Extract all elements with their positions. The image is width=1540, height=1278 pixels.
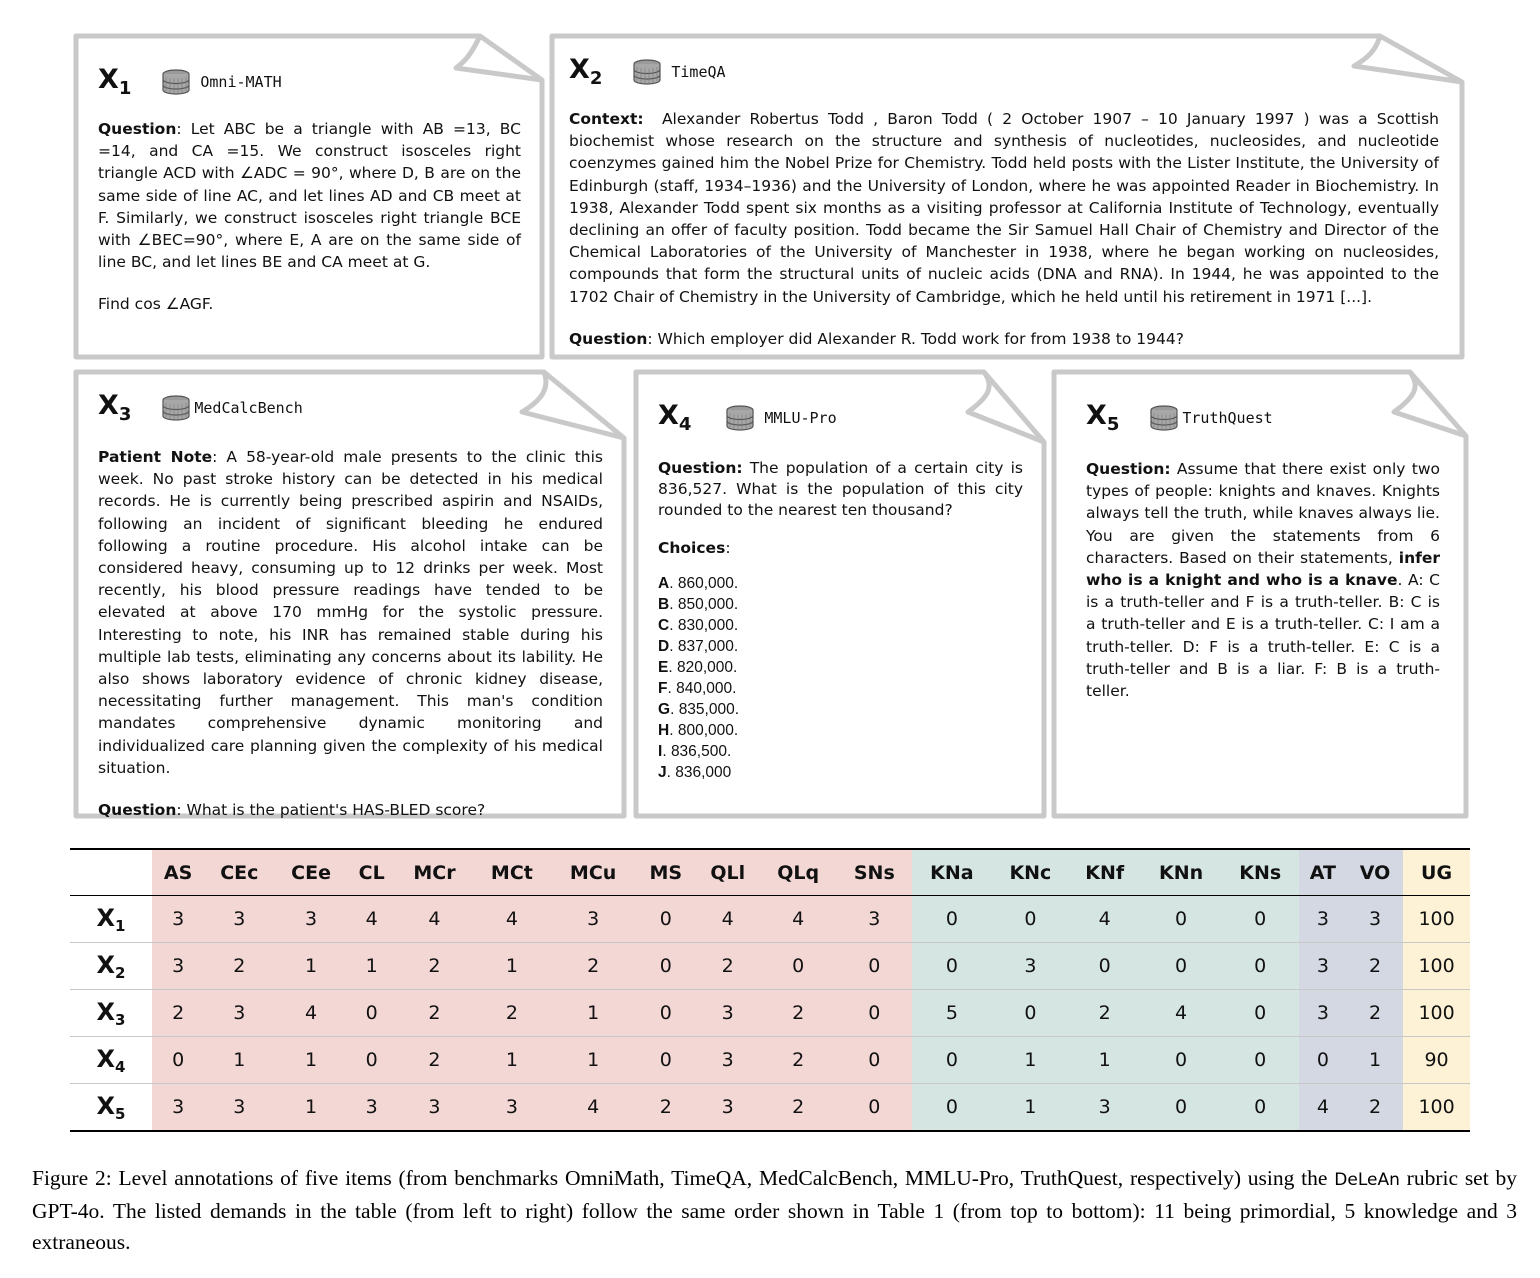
table-cell: 0 (912, 1037, 992, 1084)
choice-item: A. 860,000. (658, 575, 739, 593)
column-header-cl: CL (348, 849, 396, 896)
table-cell: 0 (636, 990, 696, 1037)
table-cell: 1 (992, 1037, 1069, 1084)
table-cell: 1 (473, 943, 550, 990)
question-text: Question: Let ABC be a triangle with AB =13, BC =14, and CA =15. We construct isosceles right triangle ACD with ∠ADC = 90°, where D, B are on the same side of line AC, and let lines AD and CB meet at F. Similarly, we construct isosceles right triangle BCE with ∠BEC=90°, where E, A are on the same side of line BC, and let lines BE and CA meet at G. (98, 120, 521, 272)
corner-cell (70, 849, 152, 896)
column-header-cec: CEc (204, 849, 274, 896)
table-cell: 100 (1403, 896, 1470, 943)
choice-item: D. 837,000. (658, 638, 739, 656)
table-cell: 100 (1403, 1084, 1470, 1132)
item-label: $X_5$ (1086, 400, 1119, 435)
column-header-knn: KNn (1140, 849, 1221, 896)
table-cell: 0 (1222, 1037, 1299, 1084)
table-cell: 0 (1222, 1084, 1299, 1132)
table-cell: 1 (274, 1084, 347, 1132)
table-row (70, 990, 1470, 1037)
column-header-at: AT (1299, 849, 1347, 896)
table-cell: 2 (396, 990, 474, 1037)
table-cell: 1 (1347, 1037, 1403, 1084)
table-cell: 0 (348, 1037, 396, 1084)
table-cell: 2 (204, 943, 274, 990)
choice-item: F. 840,000. (658, 680, 737, 698)
column-header-kna: KNa (912, 849, 992, 896)
table-cell: 0 (1140, 1084, 1221, 1132)
table-cell: 3 (152, 1084, 204, 1132)
table-cell: 0 (760, 943, 837, 990)
benchmark-name: TimeQA (671, 63, 726, 81)
row-label: $X_1$ (70, 896, 152, 943)
table-cell: 4 (274, 990, 347, 1037)
table-cell: 2 (760, 990, 837, 1037)
table-cell: 0 (992, 896, 1069, 943)
table-cell: 0 (636, 943, 696, 990)
table-cell: 0 (837, 1037, 912, 1084)
choice-item: E. 820,000. (658, 659, 738, 677)
patient-note-text: Patient Note: A 58-year-old male presents to the clinic this week. No past stroke history can be detected in his medical records. He is currently being prescribed aspirin and NSAIDs, following an incident of significant bleeding he endured following a routine procedure. His alcohol intake can be considered heavy, consuming up to 12 drinks per week. Most recently, his blood pressure readings have tended to be elevated at above 170 mmHg for the systolic pressure. Interesting to note, his INR has remained stable during his multiple lab tests, eliminating any concerns about its lability. He also shows laboratory evidence of chronic kidney disease, necessitating further management. This man's condition mandates comprehensive dynamic monitoring and individualized care planning given the complexity of his medical situation. (98, 448, 603, 777)
context-text: Context: Alexander Robertus Todd , Baron Todd ( 2 October 1907 – 10 January 1997 ) was a Scottish biochemist whose research on the structure and synthesis of nucleotides, nucleosides, and nucleotide coenzymes gained him the Nobel Prize for Chemistry. Todd held posts with the Lister Institute, the University of Edinburgh (staff, 1934–1936) and the University of London, where he was appointed Reader in Biochemistry. In 1938, Alexander Todd spent six months as a visiting professor at California Institute of Technology, eventually declining an offer of faculty position. Todd became the Sir Samuel Hall Chair of Chemistry and Director of the Chemical Laboratories of the University of Manchester in 1938, where he began working on nucleosides, compounds that form the structural units of nucleic acids (DNA and RNA). In 1944, he was appointed to the 1702 Chair of Chemistry in the University of Cambridge, which he held until his retirement in 1971 [...]. (569, 110, 1439, 306)
figure-caption: Figure 2: Level annotations of five items (from benchmarks OmniMath, TimeQA, MedCalcBench, MMLU-Pro, TruthQuest, respectively) using the DeLeAn rubric set by GPT-4o. The listed demands in the table (from left to right) follow the same order shown in Table 1 (from top to bottom): 11 being primordial, 5 knowledge and 3 extraneous. (32, 1166, 1518, 1254)
demand-level-table (70, 848, 1470, 1132)
table-cell: 100 (1403, 943, 1470, 990)
table-cell: 0 (1140, 1037, 1221, 1084)
table-cell: 1 (348, 943, 396, 990)
question-task: Find cos ∠AGF. (98, 295, 214, 314)
item-card-x1 (72, 32, 547, 362)
table-cell: 3 (204, 896, 274, 943)
table-cell: 3 (1299, 990, 1347, 1037)
table-cell: 2 (396, 1037, 474, 1084)
table-cell: 1 (550, 990, 635, 1037)
table-cell: 2 (550, 943, 635, 990)
table-cell: 3 (696, 1037, 760, 1084)
benchmark-name: MedCalcBench (194, 399, 303, 417)
table-cell: 3 (992, 943, 1069, 990)
table-cell: 4 (348, 896, 396, 943)
table-cell: 4 (473, 896, 550, 943)
table-cell: 2 (1069, 990, 1141, 1037)
table-cell: 2 (760, 1037, 837, 1084)
item-label: $X_1$ (98, 64, 131, 99)
table-cell: 3 (204, 990, 274, 1037)
row-label: $X_2$ (70, 943, 152, 990)
table-cell: 2 (1347, 990, 1403, 1037)
table-cell: 4 (1299, 1084, 1347, 1132)
table-cell: 0 (912, 896, 992, 943)
database-icon (160, 69, 192, 95)
table-cell: 3 (473, 1084, 550, 1132)
table-cell: 2 (1347, 1084, 1403, 1132)
item-card-x2 (548, 32, 1466, 362)
table-cell: 0 (1222, 990, 1299, 1037)
table-cell: 100 (1403, 990, 1470, 1037)
table-cell: 2 (473, 990, 550, 1037)
column-header-ug: UG (1403, 849, 1470, 896)
table-cell: 3 (274, 896, 347, 943)
table-cell: 0 (1140, 943, 1221, 990)
table-cell: 3 (396, 1084, 474, 1132)
table-cell: 4 (550, 1084, 635, 1132)
question-text: Question: The population of a certain city is 836,527. What is the population of this city rounded to the nearest ten thousand? (658, 459, 1023, 519)
table-cell: 3 (696, 1084, 760, 1132)
choices-label: Choices: (658, 539, 731, 557)
table-cell: 3 (204, 1084, 274, 1132)
item-card-x5 (1050, 368, 1470, 820)
row-label: $X_3$ (70, 990, 152, 1037)
table-cell: 0 (837, 990, 912, 1037)
database-icon (1148, 405, 1180, 431)
column-header-mct: MCt (473, 849, 550, 896)
item-card-x3 (72, 368, 628, 820)
table-cell: 0 (837, 1084, 912, 1132)
benchmark-name: TruthQuest (1182, 409, 1273, 427)
table-cell: 3 (152, 943, 204, 990)
table-cell: 0 (636, 896, 696, 943)
column-header-qlq: QLq (760, 849, 837, 896)
choice-item: C. 830,000. (658, 617, 739, 635)
table-cell: 1 (274, 943, 347, 990)
question-text: Question: Assume that there exist only two types of people: knights and knaves. Knights always tell the truth, while knaves always lie. You are given the statements from 6 characters. Based on their statements, infer who is a knight and who is a knave. A: C is a truth-teller and F is a truth-teller. B: C is a truth-teller and E is a truth-teller. C: I am a truth-teller. D: F is a truth-teller. E: C is a truth-teller and B is a liar. F: B is a truth-teller. (1086, 460, 1440, 701)
column-header-ms: MS (636, 849, 696, 896)
choice-item: B. 850,000. (658, 596, 739, 614)
table-row (70, 1037, 1470, 1084)
table-cell: 0 (1069, 943, 1141, 990)
table-cell: 0 (1299, 1037, 1347, 1084)
table-cell: 4 (1069, 896, 1141, 943)
table-cell: 0 (636, 1037, 696, 1084)
table-cell: 0 (1222, 896, 1299, 943)
table-cell: 5 (912, 990, 992, 1037)
table-cell: 2 (1347, 943, 1403, 990)
table-cell: 3 (152, 896, 204, 943)
column-header-mcu: MCu (550, 849, 635, 896)
table-cell: 4 (1140, 990, 1221, 1037)
table-cell: 3 (1347, 896, 1403, 943)
table-cell: 3 (837, 896, 912, 943)
row-label: $X_4$ (70, 1037, 152, 1084)
table-cell: 3 (1069, 1084, 1141, 1132)
column-header-sns: SNs (837, 849, 912, 896)
database-icon (160, 395, 192, 421)
table-cell: 1 (473, 1037, 550, 1084)
benchmark-name: Omni-MATH (200, 73, 282, 91)
table-cell: 2 (696, 943, 760, 990)
table-cell: 90 (1403, 1037, 1470, 1084)
column-header-vo: VO (1347, 849, 1403, 896)
table-cell: 2 (760, 1084, 837, 1132)
rubric-name: DeLeAn (1334, 1170, 1400, 1190)
column-header-qll: QLl (696, 849, 760, 896)
table-cell: 1 (992, 1084, 1069, 1132)
column-header-cee: CEe (274, 849, 347, 896)
database-icon (724, 405, 756, 431)
database-icon (631, 59, 663, 85)
table-cell: 2 (636, 1084, 696, 1132)
table-cell: 3 (1299, 896, 1347, 943)
table-cell: 0 (912, 943, 992, 990)
table-cell: 3 (348, 1084, 396, 1132)
choice-item: J. 836,000 (658, 764, 732, 782)
table-header-row (70, 849, 1470, 896)
table-cell: 4 (396, 896, 474, 943)
column-header-knf: KNf (1069, 849, 1141, 896)
table-cell: 2 (396, 943, 474, 990)
column-header-as: AS (152, 849, 204, 896)
item-label: $X_2$ (569, 54, 602, 89)
table-row (70, 1084, 1470, 1132)
choice-item: I. 836,500. (658, 743, 732, 761)
choice-item: H. 800,000. (658, 722, 739, 740)
benchmark-name: MMLU-Pro (764, 409, 837, 427)
column-header-mcr: MCr (396, 849, 474, 896)
table-cell: 4 (696, 896, 760, 943)
table-cell: 0 (348, 990, 396, 1037)
column-header-knc: KNc (992, 849, 1069, 896)
table-cell: 1 (274, 1037, 347, 1084)
table-row (70, 943, 1470, 990)
table-cell: 3 (696, 990, 760, 1037)
item-label: $X_3$ (98, 390, 131, 425)
column-header-kns: KNs (1222, 849, 1299, 896)
item-card-x4 (632, 368, 1048, 820)
table-cell: 3 (1299, 943, 1347, 990)
table-cell: 3 (550, 896, 635, 943)
table-cell: 4 (760, 896, 837, 943)
table-cell: 0 (837, 943, 912, 990)
table-cell: 1 (1069, 1037, 1141, 1084)
table-cell: 2 (152, 990, 204, 1037)
table-cell: 0 (912, 1084, 992, 1132)
table-cell: 1 (204, 1037, 274, 1084)
table-row (70, 896, 1470, 943)
question-text: Question: Which employer did Alexander R. Todd work for from 1938 to 1944? (569, 329, 1184, 348)
item-label: $X_4$ (658, 400, 691, 435)
table-cell: 0 (1222, 943, 1299, 990)
table-cell: 0 (152, 1037, 204, 1084)
table-cell: 0 (992, 990, 1069, 1037)
row-label: $X_5$ (70, 1084, 152, 1132)
question-text: Question: What is the patient's HAS-BLED score? (98, 801, 486, 820)
table-cell: 1 (550, 1037, 635, 1084)
choice-item: G. 835,000. (658, 701, 740, 719)
table-cell: 0 (1140, 896, 1221, 943)
choices-list (658, 573, 1023, 783)
